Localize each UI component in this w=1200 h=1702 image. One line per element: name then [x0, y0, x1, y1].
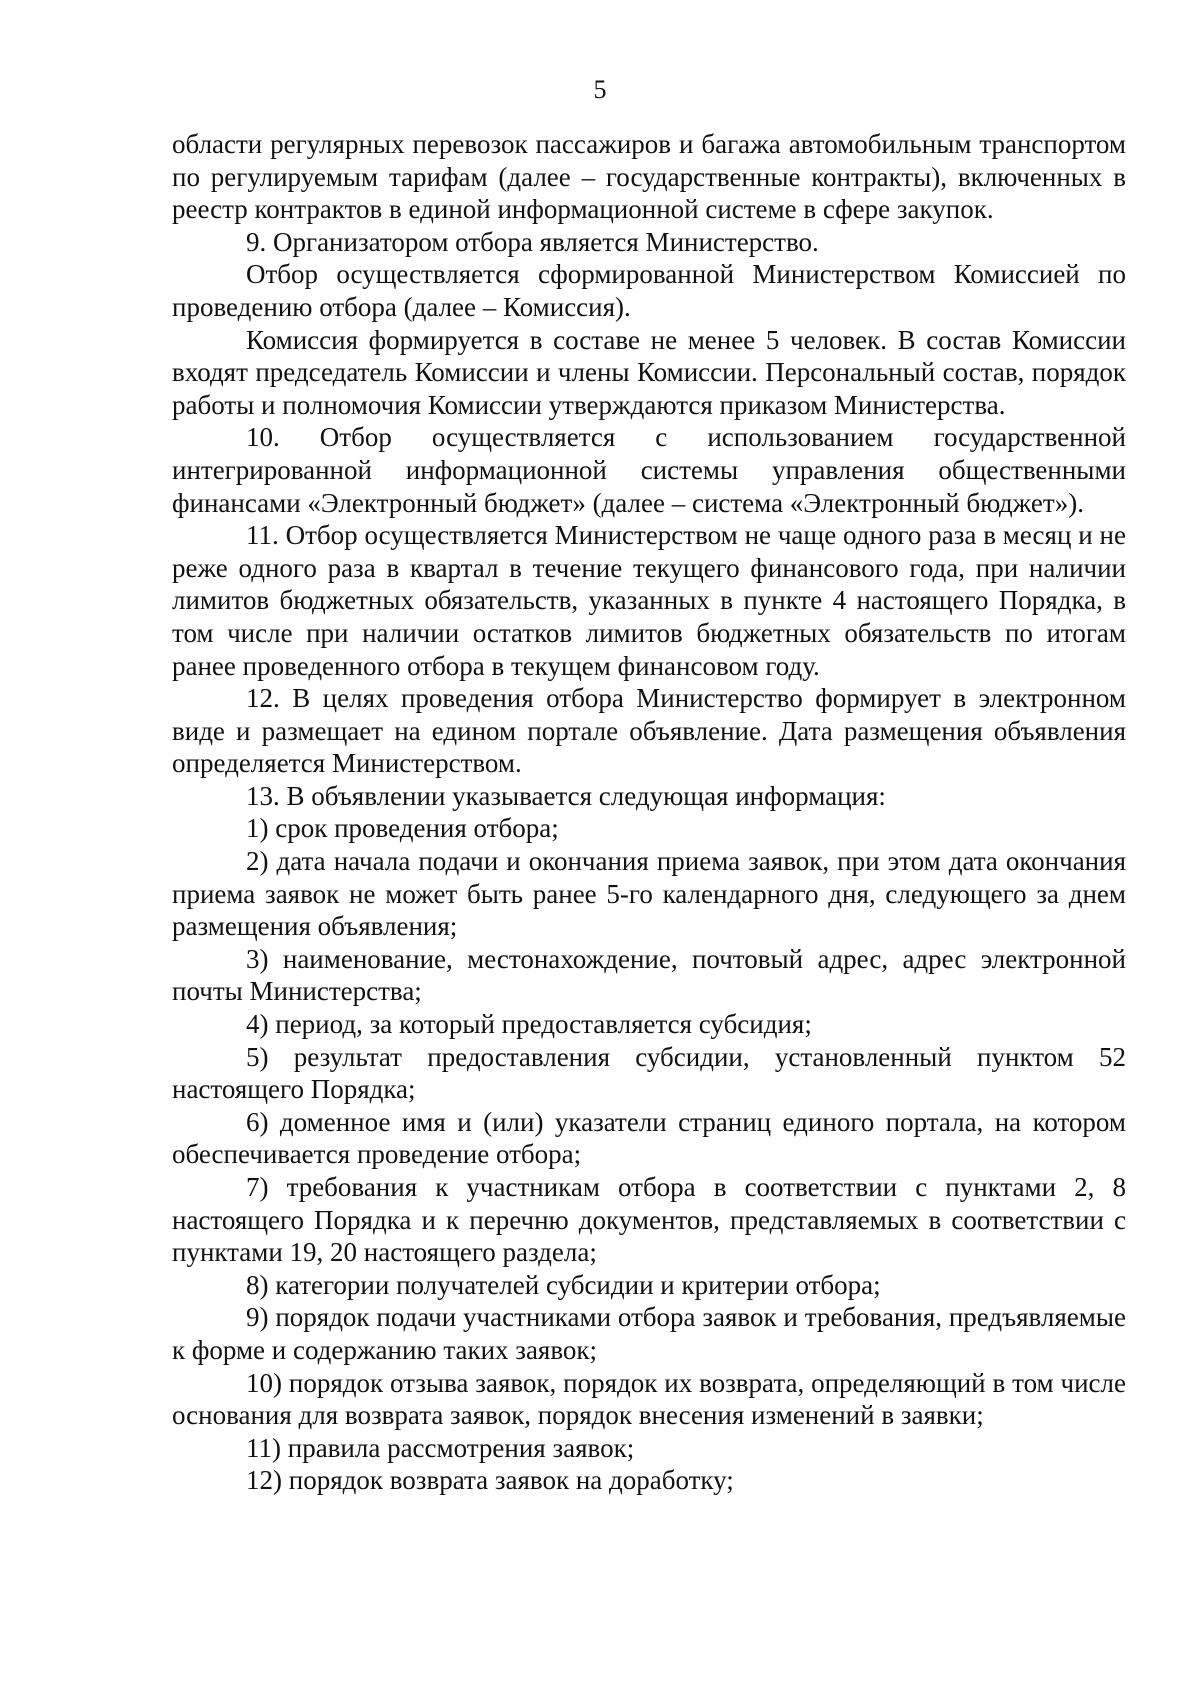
document-paragraph: 5) результат предоставления субсидии, установленный пунктом 52 настоящего Порядка; [172, 1041, 1126, 1105]
document-paragraph: 11) правила рассмотрения заявок; [246, 1432, 635, 1463]
page-number: 5 [593, 75, 607, 104]
document-paragraph: 2) дата начала подачи и окончания приема заявок, при этом дата окончания приема заявок не может быть ранее 5-го календарного дня, следующего за днем размещения объявления; [172, 846, 1126, 942]
document-paragraph: 4) период, за который предоставляется субсидия; [246, 1009, 812, 1040]
document-paragraph: 13. В объявлении указывается следующая информация: [246, 780, 886, 811]
document-paragraph: Отбор осуществляется сформированной Министерством Комиссией по проведению отбора (далее – Комиссия). [172, 259, 1126, 322]
document-paragraph: 9) порядок подачи участниками отбора заявок и требования, предъявляемые к форме и содержанию таких заявок; [172, 1302, 1126, 1365]
document-paragraph: 10. Отбор осуществляется с использованием государственной интегрированной информационной системы управления общественными финансами «Электронный бюджет» (далее – система «Электронный бюджет»). [172, 422, 1126, 518]
document-paragraph: 12. В целях проведения отбора Министерство формирует в электронном виде и размещает на едином портале объявление. Дата размещения объявления определяется Министерством. [172, 683, 1126, 779]
document-paragraph: 11. Отбор осуществляется Министерством не чаще одного раза в месяц и не реже одного раза в квартал в течение текущего финансового года, при наличии лимитов бюджетных обязательств, указанных в пункте 4 настоящего Порядка, в том числе при наличии остатков лимитов бюджетных обязательств по итогам ранее проведенного отбора в текущем финансовом году. [172, 520, 1126, 681]
document-paragraph: 12) порядок возврата заявок на доработку; [246, 1465, 734, 1496]
document-paragraph: 3) наименование, местонахождение, почтовый адрес, адрес электронной почты Министерства; [172, 943, 1126, 1007]
document-paragraph: 9. Организатором отбора является Министерство. [246, 226, 819, 257]
document-paragraph: 10) порядок отзыва заявок, порядок их возврата, определяющий в том числе основания для возврата заявок, порядок внесения изменений в заявки; [172, 1367, 1126, 1431]
document-paragraph: 1) срок проведения отбора; [246, 813, 559, 844]
document-paragraph: 8) категории получателей субсидии и критерии отбора; [246, 1269, 881, 1300]
document-paragraph: 6) доменное имя и (или) указатели страниц единого портала, на котором обеспечивается проведение отбора; [172, 1106, 1126, 1170]
document-paragraph: Комиссия формируется в составе не менее 5 человек. В состав Комиссии входят председатель Комиссии и члены Комиссии. Персональный состав, порядок работы и полномочия Комиссии утверждаются приказом Министерства. [172, 324, 1126, 420]
document-body [172, 128, 1126, 1497]
document-paragraph: области регулярных перевозок пассажиров и багажа автомобильным транспортом по регулируемым тарифам (далее – государственные контракты), включенных в реестр контрактов в единой информационной системе в сфере закупок. [172, 129, 1126, 225]
document-paragraph: 7) требования к участникам отбора в соответствии с пунктами 2, 8 настоящего Порядка и к перечню документов, представляемых в соответствии с пунктами 19, 20 настоящего раздела; [172, 1172, 1126, 1268]
